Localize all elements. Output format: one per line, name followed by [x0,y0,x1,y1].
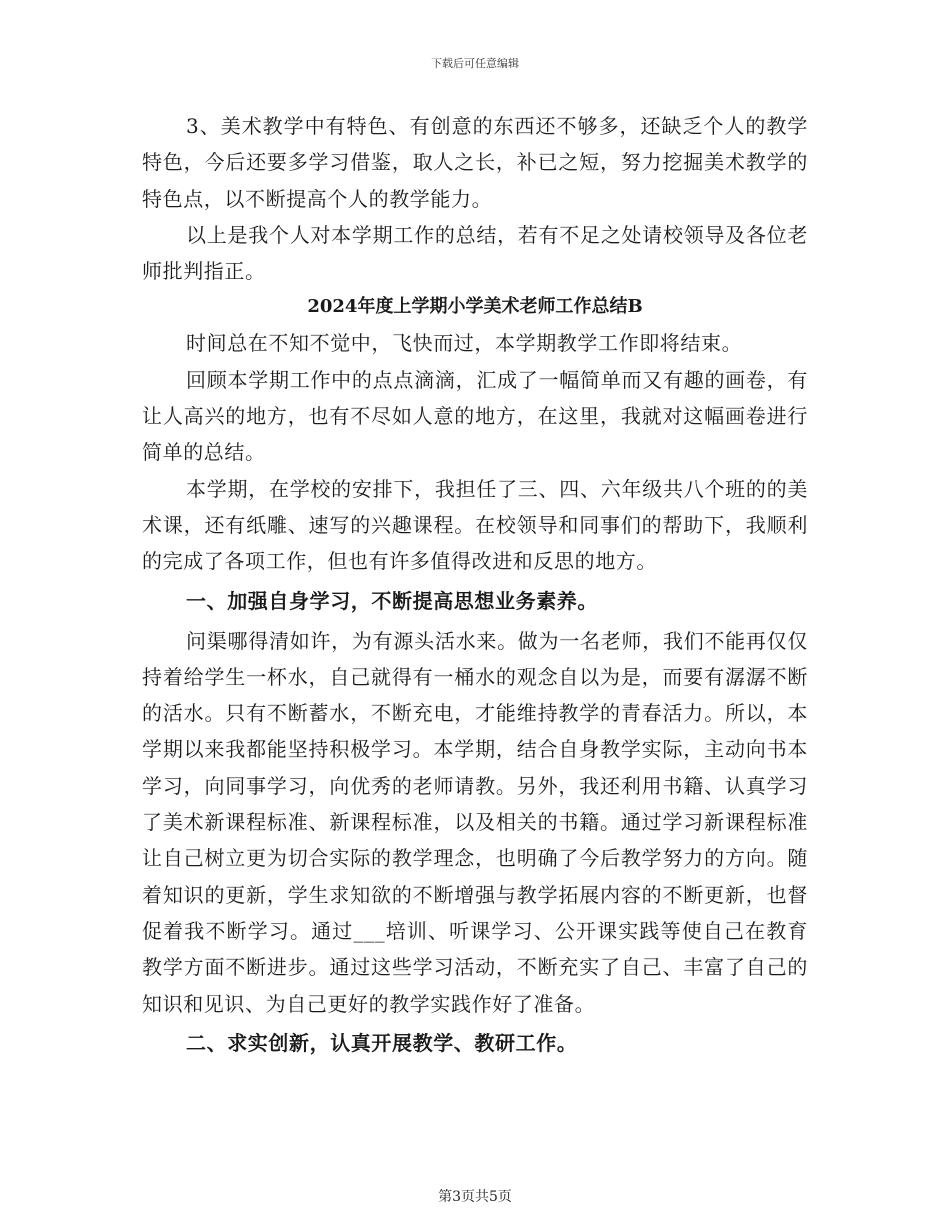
section-title: 2024年度上学期小学美术老师工作总结B [307,296,643,318]
paragraph-6: 问渠哪得清如许，为有源头活水来。做为一名老师，我们不能再仅仅持着给学生一杯水，自己就得有一桶水的观念自以为是，而要有潺潺不断的活水。只有不断蓄水，不断充电，才能维持教学的青春活力。所以，本学期以来我都能坚持积极学习。本学期，结合自身教学实际，主动向书本学习，向同事学习，向优秀的老师请教。另外，我还利用书籍、认真学习了美术新课程标准、新课程标准，以及相关的书籍。通过学习新课程标准让自己树立更为切合实际的教学理念，也明确了今后教学努力的方向。随着知识的更新，学生求知欲的不断增强与教学拓展内容的不断更新，也督促着我不断学习。通过___培训、听课学习、公开课实践等使自己在教育教学方面不断进步。通过这些学习活动，不断充实了自己、丰富了自己的知识和见识、为自己更好的教学实践作好了准备。 [142,628,808,1016]
page-header: 下载后可任意编辑 [431,57,519,70]
heading-1: 一、加强自身学习，不断提高思想业务素养。 [186,588,598,613]
paragraph-5: 本学期，在学校的安排下，我担任了三、四、六年级共八个班的的美术课，还有纸雕、速写的兴趣课程。在校领导和同事们的帮助下，我顺利的完成了各项工作，但也有许多值得改进和反思的地方。 [142,476,808,574]
document-body [142,108,808,1065]
paragraph-3: 时间总在不知不觉中，飞快而过，本学期教学工作即将结束。 [186,331,743,356]
paragraph-2: 以上是我个人对本学期工作的总结，若有不足之处请校领导及各位老师批判指正。 [142,222,808,284]
paragraph-1: 3、美术教学中有特色、有创意的东西还不够多，还缺乏个人的教学特色，今后还要多学习借鉴，取人之长，补已之短，努力挖掘美术教学的特色点，以不断提高个人的教学能力。 [142,114,808,211]
paragraph-4: 回顾本学期工作中的点点滴滴，汇成了一幅简单而又有趣的画卷，有让人高兴的地方，也有不尽如人意的地方，在这里，我就对这幅画卷进行简单的总结。 [142,367,808,465]
heading-2: 二、求实创新，认真开展教学、教研工作。 [186,1030,578,1055]
page-footer: 第3页共5页 [438,1189,512,1205]
